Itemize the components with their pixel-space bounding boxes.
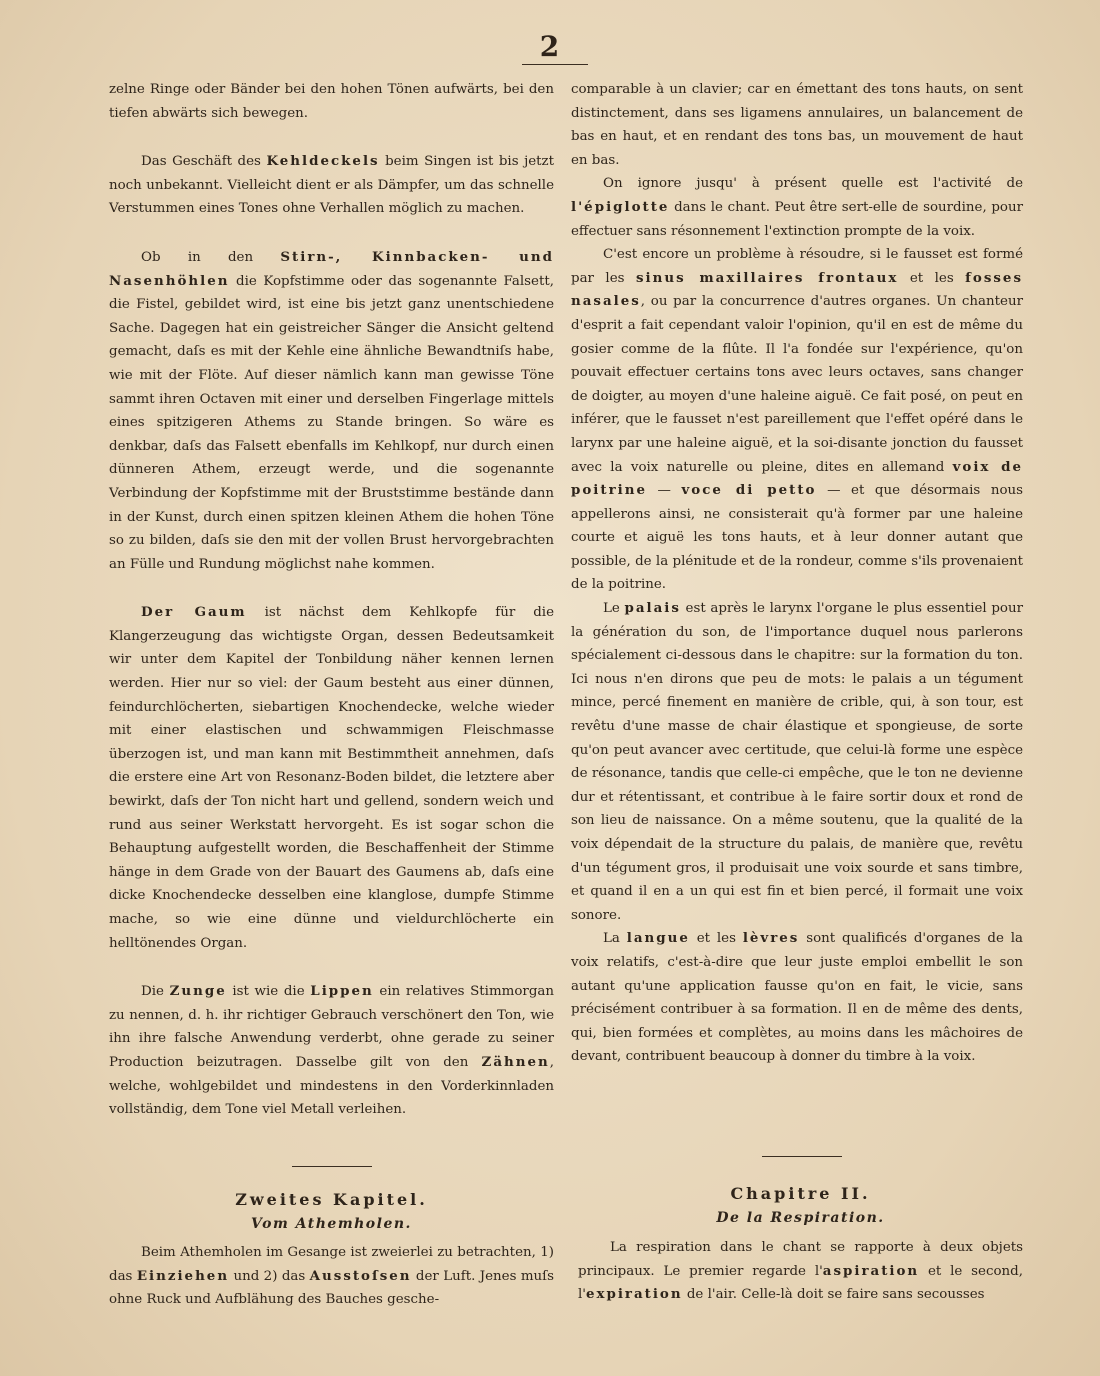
term-ausstossen: Ausstoſsen <box>309 1267 412 1284</box>
french-paragraph-2 <box>571 172 1023 243</box>
text: Das Geschäft des <box>141 154 267 170</box>
text: ist wie die <box>226 984 311 1000</box>
section-divider-right <box>762 1156 842 1157</box>
text: de l'air. Celle-là doit se faire sans secousses <box>682 1287 985 1303</box>
text: Le <box>603 601 625 617</box>
term-voix-de-poitrine: voix de poitrine <box>571 458 1024 499</box>
text: sont qualificés d'organes de la voix relatifs, c'est-à-dire que leur juste emploi embellit le son autant qu'une application fausse qu'on en fait, le vicie, sans précisément contribuer à sa formation. Il en de même des dents, qui, bien formées et complètes, au moins dans les mâchoires de devant, contribuent beaucoup à donner du timbre à la voix. <box>571 931 1023 1065</box>
chapter-paragraph-french <box>578 1236 1023 1307</box>
term-fosses-nasales: fosses nasales <box>571 269 1023 310</box>
chapter-paragraph-german <box>109 1241 554 1312</box>
text: Ob in den <box>141 249 281 265</box>
term-zaehne: Zähnen <box>481 1053 550 1070</box>
french-paragraph-1: comparable à un clavier; car en émettant des tons hauts, on sent distinctement, dans ses ligamens annulaires, un balancement de bas en haut, et en rendant des tons bas, un mouvement de haut en bas. <box>571 82 1023 168</box>
term-gaum: Der Gaum <box>141 604 247 621</box>
chapter-title-french: Chapitre II. <box>730 1184 871 1203</box>
text: und 2) das <box>229 1268 310 1284</box>
term-einziehen: Einziehen <box>136 1267 230 1284</box>
text: ist nächst dem Kehlkopfe für die Klangerzeugung das wichtigste Organ, dessen Bedeutsamkeit wir unter dem Kapitel der Tonbildung näher kennen lernen werden. Hier nur so viel: der Gaum besteht aus einer dünnen, feindurchlöcherten, siebartigen Knochendecke, welche wieder mit einer elastischen und schwammigen Fleischmasse überzogen ist, und man kann mit Bestimmtheit annehmen, daſs die erstere eine Art von Resonanz-Boden bildet, die letztere aber bewirkt, daſs der Ton nicht hart und gellend, sondern weich und rund aus seiner Werkstatt hervorgeht. Es ist sogar schon die Behauptung aufgestellt worden, die Beschaffenheit der Stimme hänge in dem Grade von der Bauart des Gaumens ab, daſs eine dicke Knochendecke desselben eine klanglose, dumpfe Stimme mache, so wie eine dünne und vieldurchlöcherte ein helltönendes Organ. <box>109 605 554 951</box>
text: , welche, wohlgebildet und mindestens in den Vorderkinnladen vollständig, dem Tone viel Metall verleihen. <box>109 1054 554 1118</box>
term-sinus: sinus maxillaires frontaux <box>635 269 899 286</box>
text: dans le chant. Peut être sert-elle de sourdine, pour effectuer sans résonnement l'extinction prompte de la voix. <box>571 199 1023 239</box>
text: et le second, l' <box>578 1263 1023 1303</box>
text: die Kopfstimme oder das sogenannte Falsett, die Fistel, gebildet wird, ist eine bis jetzt ganz unentschiedene Sache. Dagegen hat ein geistreicher Sänger die Ansicht geltend gemacht, daſs es mit der Kehle eine ähnliche Bewandtniſs habe, wie mit der Flöte. Auf dieser nämlich kann man gewisse Töne sammt ihren Octaven mit einer und derselben Fingerlage mittels eines spitzigeren Athems zu Stande bringen. So wäre es denkbar, daſs das Falsett ebenfalls im Kehlkopf, nur durch einen dünneren Athem, erzeugt werde, und die sogenannte Verbindung der Kopfstimme mit der Bruststimme bestände dann in der Kunst, durch einen spitzen kleinen Athem die hohen Töne so zu bilden, daſs sie den mit der vollen Brust hervorgebrachten an Fülle und Rundung möglichst nahe kommen. <box>109 273 554 572</box>
german-paragraph-1: zelne Ringe oder Bänder bei den hohen Tönen aufwärts, bei den tiefen abwärts sich bewegen. <box>109 82 554 121</box>
german-paragraph-5 <box>109 980 554 1122</box>
chapter-title-german: Zweites Kapitel. <box>235 1190 428 1209</box>
french-column <box>571 78 1023 1069</box>
german-paragraph-4 <box>109 601 554 955</box>
text: der Luft. Jenes muſs ohne Ruck und Aufblähung des Bauches gesche- <box>109 1268 554 1308</box>
french-paragraph-3 <box>571 243 1023 597</box>
text: — <box>646 483 682 499</box>
text: beim Singen ist bis jetzt noch unbekannt. Vielleicht dient er als Dämpfer, um das schnelle Verstummen eines Tones ohne Verhallen möglich zu machen. <box>109 154 554 217</box>
page-number: 2 <box>539 30 561 63</box>
term-voce-di-petto: voce di petto <box>681 482 817 499</box>
term-aspiration: aspiration <box>822 1262 920 1279</box>
text: La respiration dans le chant se rapporte à deux objets principaux. Le premier regarde l' <box>578 1240 1023 1279</box>
text: C'est encore un problème à résoudre, si le fausset est formé par les <box>571 247 1023 286</box>
text: ein relatives Stimmorgan zu nennen, d. h. ihr richtiger Gebrauch verschönert den Ton, wie ihn ihre falsche Anwendung verderbt, ohne gerade zu seiner Production beizutragen. Dasselbe gilt von den <box>109 984 555 1070</box>
section-divider-left <box>292 1166 372 1167</box>
text: Die <box>141 984 170 1000</box>
term-expiration: expiration <box>585 1286 683 1303</box>
term-langue: langue <box>626 930 690 947</box>
page-number-rule <box>522 64 588 65</box>
text: et les <box>898 270 966 286</box>
german-column <box>109 78 554 1122</box>
text: Beim Athemholen im Gesange ist zweierlei zu betrachten, 1) das <box>109 1245 554 1284</box>
term-zunge: Zunge <box>169 983 227 1000</box>
german-paragraph-2 <box>109 150 554 221</box>
term-epiglotte: l'épiglotte <box>571 198 670 215</box>
term-kehldeckel: Kehldeckels <box>266 153 380 170</box>
text: La <box>603 931 627 947</box>
text: est après le larynx l'organe le plus essentiel pour la génération du son, de l'importance duquel nous parlerons spécialement ci-dessous dans le chapitre: sur la formation du ton. Ici nous n'en dirons que peu de mots: le palais a un tégument mince, percé finement en manière de crible, qui, à son tour, est revêtu d'une masse de chair élastique et spongieuse, de sorte qu'on peut avancer avec certitude, que celui-là forme une espèce de résonance, tandis que celle-ci empêche, que le ton ne devienne dur et rétentissant, et contribue à le faire sortir doux et rond de son lieu de naissance. On a même soutenu, que la qualité de la voix dépendait de la structure du palais, de manière que, revêtu d'un tégument gros, il produisait une voix sourde et sans timbre, et quand il en a un qui est fin et bien percé, il formait une voix sonore. <box>571 601 1023 923</box>
term-stirnhoehlen: Stirn-, Kinnbacken- und Nasenhöhlen <box>109 248 554 289</box>
french-paragraph-4 <box>571 597 1023 927</box>
term-lippen: Lippen <box>310 983 374 1000</box>
term-palais: palais <box>624 600 681 617</box>
term-levres: lèvres <box>742 930 800 947</box>
german-paragraph-3 <box>109 246 554 576</box>
text: On ignore jusqu' à présent quelle est l'activité de <box>603 176 1023 192</box>
text: — et que désormais nous appellerons ainsi, ne consisterait qu'à former par une haleine courte et aiguë les tons hauts, et à leur donner autant que possible, de la plénitude et de la rondeur, comme s'ils provenaient de la poitrine. <box>571 483 1024 593</box>
french-paragraph-5 <box>571 927 1023 1069</box>
chapter-body-german <box>109 1241 554 1312</box>
text: et les <box>689 931 743 947</box>
text: , ou par la concurrence d'autres organes. Un chanteur d'esprit a fait cependant valoir l'opinion, qu'il en est de même du gosier comme de la flûte. Il l'a fondée sur l'expérience, qu'on pouvait effectuer certains tons avec leurs octaves, sans changer de doigter, au moyen d'une haleine aiguë. Ce fait posé, on peut en inférer, que le fausset n'est pareillement que l'effet opéré dans le larynx par une haleine aiguë, et la soi-disante jonction du fausset avec la voix naturelle ou pleine, dites en allemand <box>571 294 1023 475</box>
chapter-subtitle-german: Vom Athemholen. <box>251 1216 412 1232</box>
chapter-body-french <box>578 1236 1023 1307</box>
chapter-subtitle-french: De la Respiration. <box>716 1210 885 1226</box>
